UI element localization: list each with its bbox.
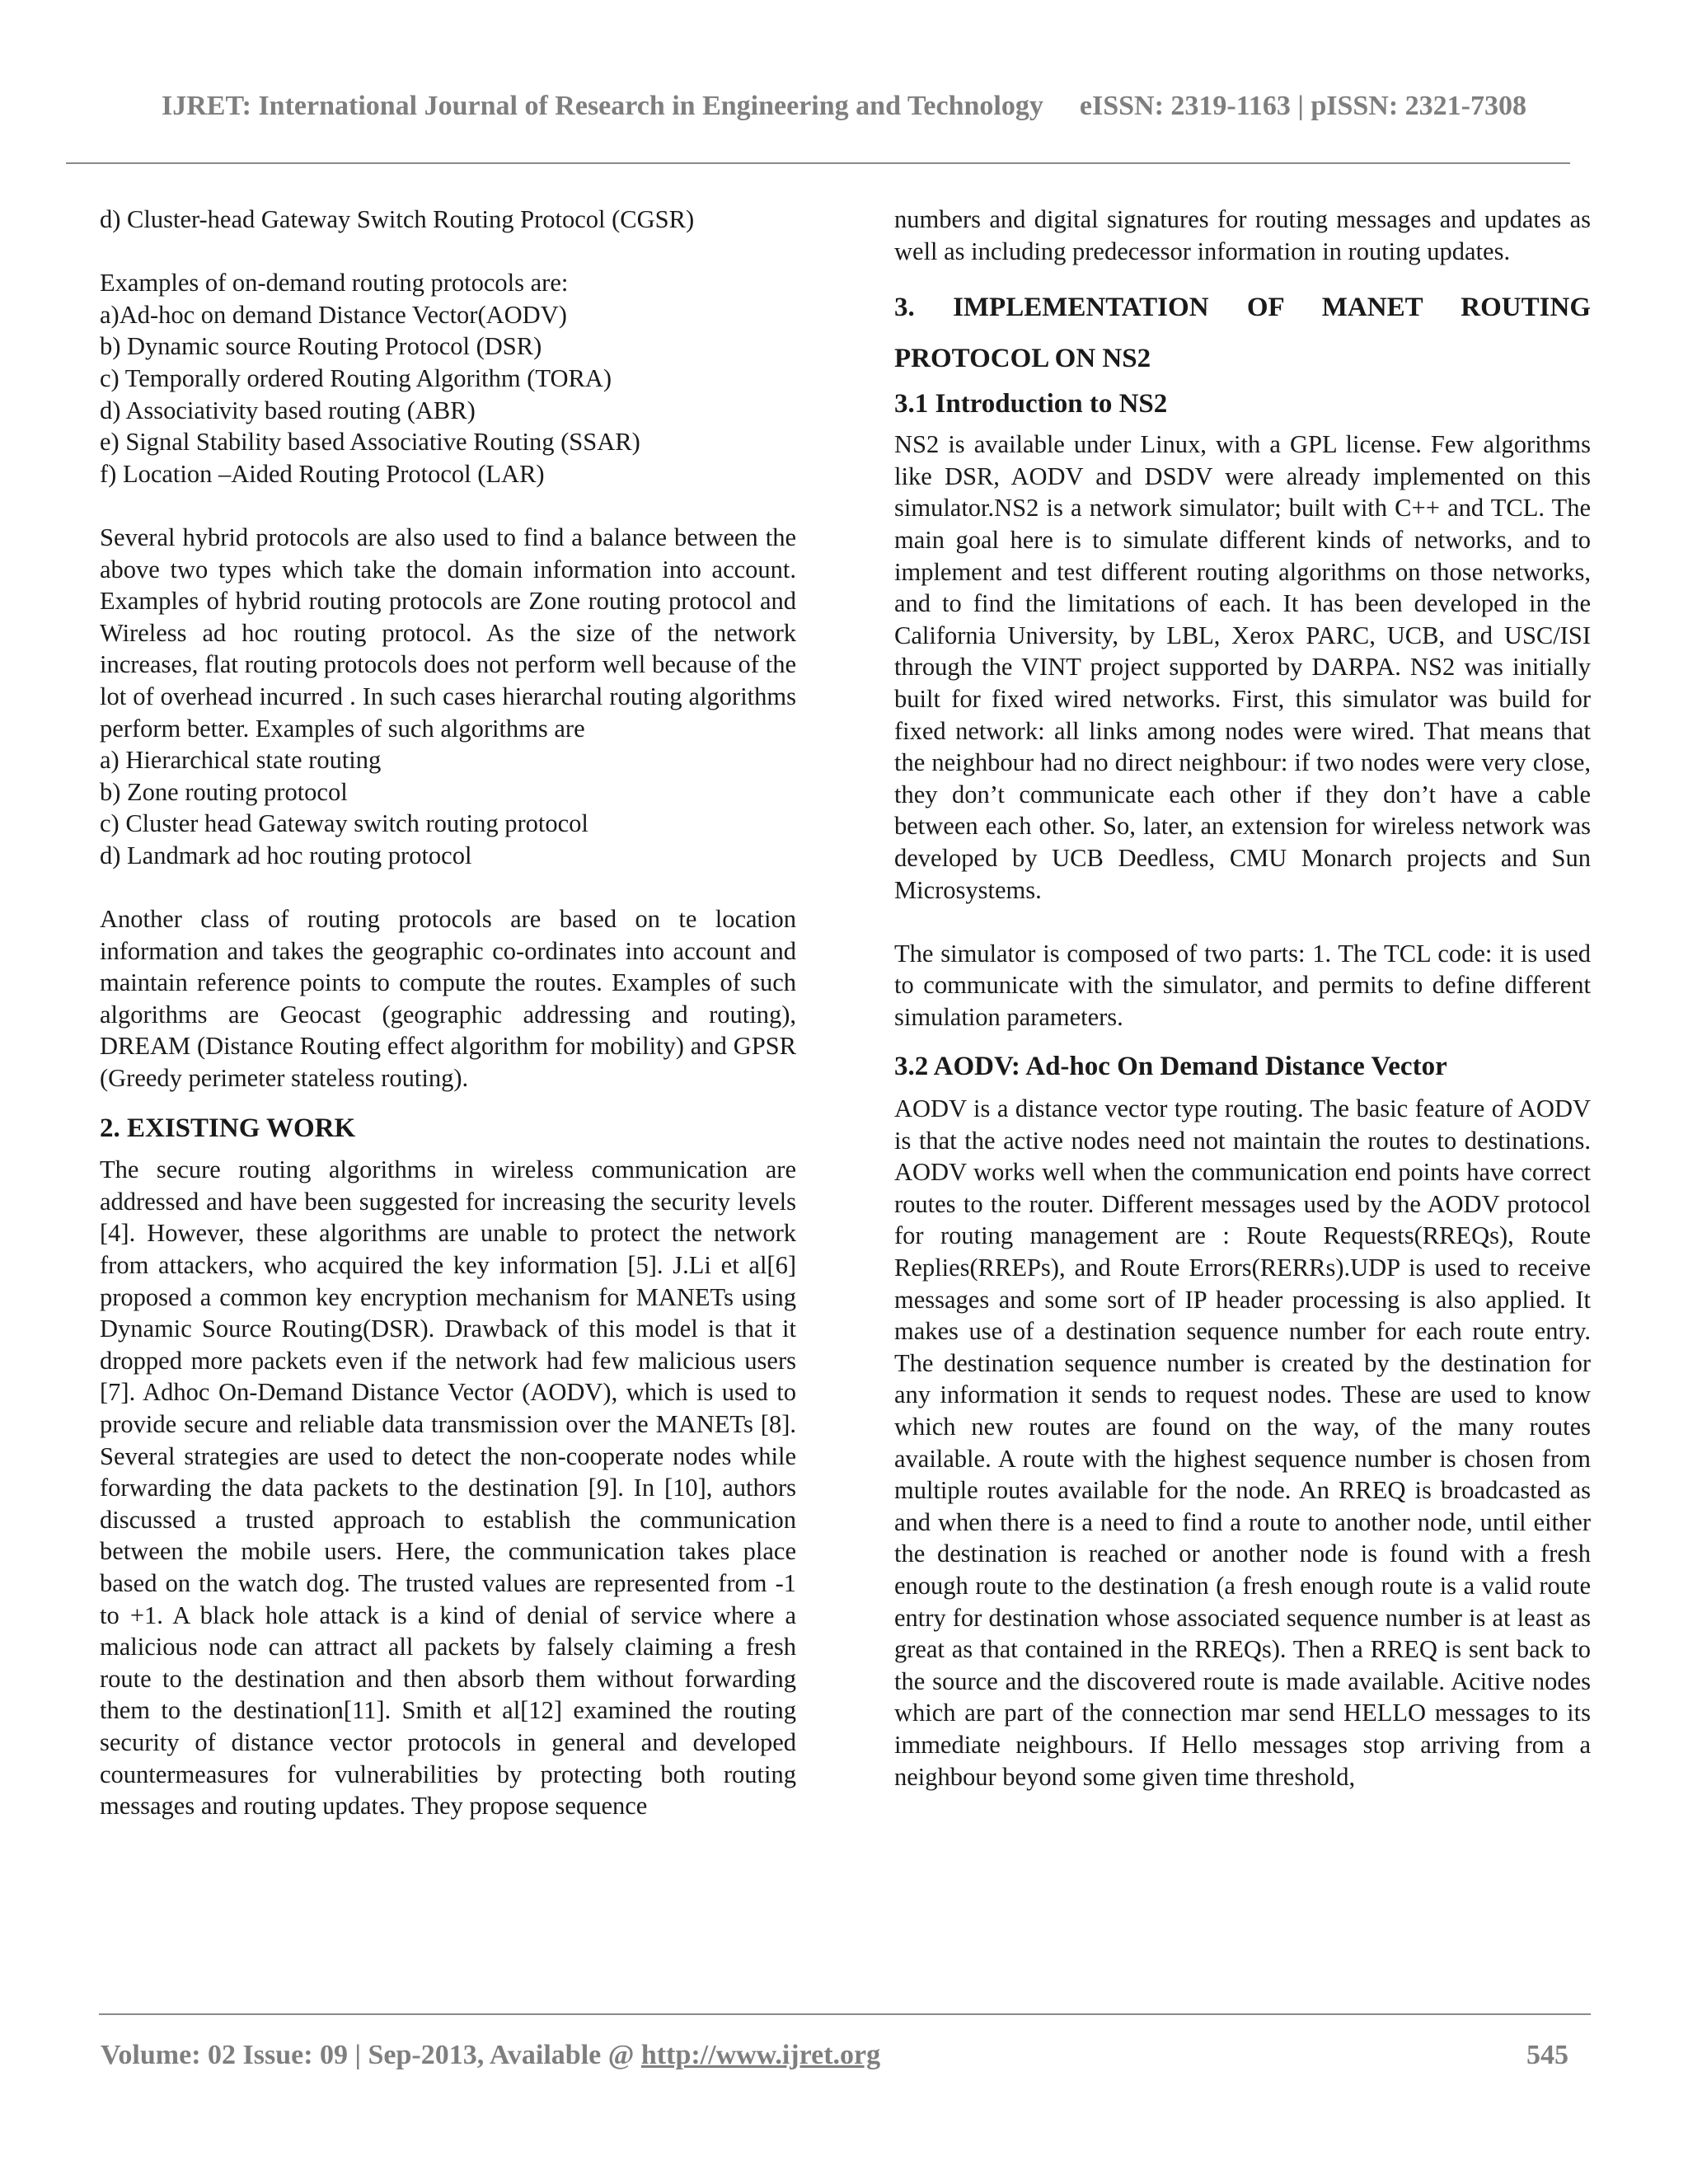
list-item: a) Hierarchical state routing: [100, 746, 382, 775]
journal-title: IJRET: International Journal of Research in Engineering and Technology: [162, 91, 1043, 121]
footer-volume: [101, 2040, 880, 2071]
list-item: b) Dynamic source Routing Protocol (DSR): [100, 332, 542, 361]
list-item: e) Signal Stability based Associative Routing (SSAR): [100, 428, 640, 457]
existing-work-paragraph: The secure routing algorithms in wireless communication are addressed and have been suggested for increasing the security levels [4]. However, these algorithms are unable to protect the network from attackers, who acquired the key information [5]. J.Li et al[6] proposed a common key encryption mechanism for MANETs using Dynamic Source Routing(DSR). Drawback of this model is that it dropped more packets even if the network had few malicious users [7]. Adhoc On-Demand Distance Vector (AODV), which is used to provide secure and reliable data transmission over the MANETs [8]. Several strategies are used to detect the non-cooperate nodes while forwarding the data packets to the destination [9]. In [10], authors discussed a trusted approach to establish the communication between the mobile users. Here, the communication takes place based on the watch dog. The trusted values are represented from -1 to +1. A black hole attack is a kind of denial of service where a malicious node can attract all packets by falsely claiming a fresh route to the destination and then absorb them without forwarding them to the destination[11]. Smith et al[12] examined the routing security of distance vector protocols in general and developed countermeasures for vulnerabilities by protecting both routing messages and routing updates. They propose sequence: [100, 1155, 796, 1821]
subsection-heading-aodv: 3.2 AODV: Ad-hoc On Demand Distance Vector: [894, 1052, 1447, 1082]
list-item: a)Ad-hoc on demand Distance Vector(AODV): [100, 300, 567, 329]
aodv-paragraph: AODV is a distance vector type routing. The basic feature of AODV is that the active nodes need not maintain the routes to destinations. AODV works well when the communication end points have correct routes to the router. Different messages used by the AODV protocol for routing management are : Route Requests(RREQs), Route Replies(RREPs), and Route Errors(RERRs).UDP is used to receive messages and some sort of IP header processing is also applied. It makes use of a destination sequence number for each route entry. The destination sequence number is created by the destination for any information it sends to request nodes. These are used to know which new routes are found on the way, of the many routes available. A route with the highest sequence number is chosen from multiple routes available for the node. An RREQ is broadcasted as and when there is a need to find a route to another node, until either the destination is reached or another node is found with a fresh enough route to the destination (a fresh enough route is a valid route entry for destination whose associated sequence number is at least as great as that contained in the RREQs). Then a RREQ is sent back to the source and the discovered route is made available. Acitive nodes which are part of the connection mar send HELLO messages to its immediate neighbours. If Hello messages stop arriving from a neighbour beyond some given time threshold,: [894, 1094, 1591, 1791]
issn-info: eISSN: 2319-1163 | pISSN: 2321-7308: [1079, 91, 1526, 121]
subsection-heading-ns2: 3.1 Introduction to NS2: [894, 389, 1168, 419]
left-column: [100, 204, 796, 1822]
list-item: f) Location –Aided Routing Protocol (LAR): [100, 459, 545, 488]
page-number: 545: [1526, 2040, 1568, 2070]
ondemand-intro: Examples of on-demand routing protocols are:: [100, 269, 569, 298]
list-item: c) Temporally ordered Routing Algorithm (TORA): [100, 363, 612, 392]
hybrid-paragraph: Several hybrid protocols are also used to find a balance between the above two types which take the domain information into account. Examples of hybrid routing protocols are Zone routing protocol and Wireless ad hoc routing protocol. As the size of the network increases, flat routing protocols does not perform well because of the lot of overhead incurred . In such cases hierarchal routing algorithms perform better. Examples of such algorithms are: [100, 523, 796, 743]
footer-rule: [99, 2013, 1591, 2015]
cgsr-item: d) Cluster-head Gateway Switch Routing Protocol (CGSR): [100, 205, 695, 233]
right-column: [894, 204, 1591, 1793]
section-heading-existing-work: 2. EXISTING WORK: [100, 1113, 356, 1143]
section-heading-implementation: 3. IMPLEMENTATION OF MANET ROUTING: [894, 293, 1591, 323]
hierarchical-list: [100, 744, 796, 871]
continued-paragraph: numbers and digital signatures for routing messages and updates as well as including predecessor information in routing updates.: [894, 205, 1591, 265]
simulator-paragraph: The simulator is composed of two parts: 1. The TCL code: it is used to communicate with the simulator, and permits to define different simulation parameters.: [894, 939, 1591, 1031]
ns2-paragraph: NS2 is available under Linux, with a GPL license. Few algorithms like DSR, AODV and DSDV were already implemented on this simulator.NS2 is a network simulator; built with C++ and TCL. The main goal here is to simulate different kinds of networks, and to implement and test different routing algorithms on those networks, and to find the limitations of each. It has been developed in the California University, by LBL, Xerox PARC, UCB, and USC/ISI through the VINT project supported by DARPA. NS2 was initially built for fixed wired networks. First, this simulator was build for fixed network: all links among nodes were wired. That means that the neighbour had no direct neighbour: if two nodes were very close, they don’t communicate each other if they don’t have a cable between each other. So, later, an extension for wireless network was developed by UCB Deedless, CMU Monarch projects and Sun Microsystems.: [894, 430, 1591, 904]
page-header: [0, 91, 1688, 122]
footer-volume-text: Volume: 02 Issue: 09 | Sep-2013, Available @: [101, 2040, 641, 2070]
list-item: d) Landmark ad hoc routing protocol: [100, 841, 472, 869]
journal-link[interactable]: http://www.ijret.org: [640, 2040, 881, 2070]
ondemand-list: [100, 299, 796, 490]
header-rule: [66, 162, 1570, 164]
location-paragraph: Another class of routing protocols are based on te location information and takes the geographic co-ordinates into account and maintain reference points to compute the routes. Examples of such algorithms are Geocast (geographic addressing and routing), DREAM (Distance Routing effect algorithm for mobility) and GPSR (Greedy perimeter stateless routing).: [100, 905, 796, 1093]
section-heading-implementation-cont: PROTOCOL ON NS2: [894, 344, 1151, 374]
list-item: c) Cluster head Gateway switch routing protocol: [100, 809, 588, 838]
list-item: b) Zone routing protocol: [100, 777, 348, 806]
list-item: d) Associativity based routing (ABR): [100, 396, 476, 424]
